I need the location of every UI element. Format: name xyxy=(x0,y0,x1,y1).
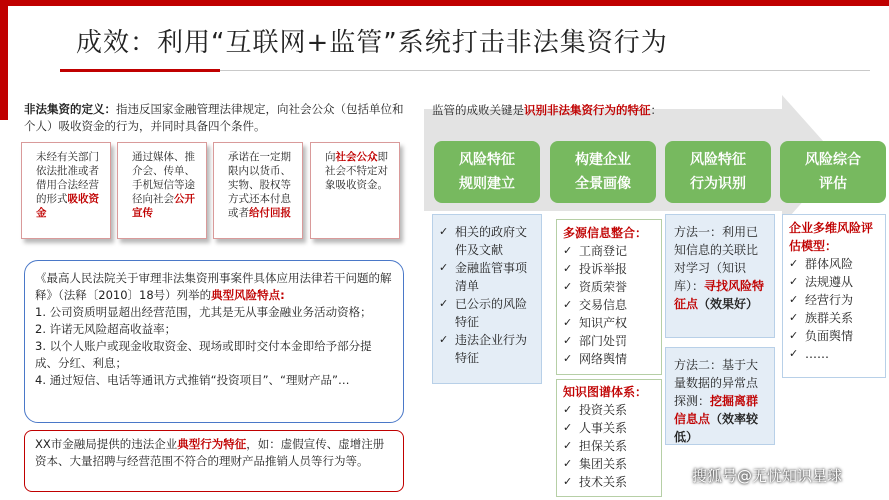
definition-text xyxy=(24,101,409,135)
risk-model-panel xyxy=(782,214,886,378)
condition-card-1 xyxy=(21,142,111,239)
list-item: ✓ 交易信息 xyxy=(563,296,657,314)
title-divider-accent xyxy=(60,69,220,72)
case-text: XX市金融局提供的违法企业 xyxy=(35,437,178,451)
list-item: ✓ 部门处罚 xyxy=(563,332,657,350)
multi-source-list xyxy=(563,242,657,368)
key-intro-highlight: 识别非法集资行为的特征 xyxy=(524,103,651,117)
key-intro-post: ： xyxy=(650,103,662,117)
feature-step-line1: 构建企业 xyxy=(575,152,631,168)
feature-step-line1: 风险特征 xyxy=(459,152,515,168)
list-item: ✓ 违法企业行为特征 xyxy=(439,331,537,367)
left-accent-strip xyxy=(0,0,8,120)
knowledge-graph-list xyxy=(563,401,657,491)
feature-step-line2: 评估 xyxy=(819,176,847,192)
list-item: ✓ 群体风险 xyxy=(789,255,883,273)
case-text-post: ，如：虚假宣传、虚增注册资本、大量招聘与经营范围不符合的理财产品推销人员等行为等。 xyxy=(35,437,385,468)
list-item: ✓ 投诉举报 xyxy=(563,260,657,278)
condition-text: 向 xyxy=(325,151,336,163)
key-intro-text: 监管的成败关键是 xyxy=(432,103,524,117)
condition-highlight: 社会公众 xyxy=(335,151,378,163)
list-item: ✓ 相关的政府文件及文献 xyxy=(439,223,537,259)
rule-sources-panel xyxy=(432,214,542,384)
condition-text: 承诺在一定期限内以货币、实物、股权等方式还本付息或者 xyxy=(228,151,291,219)
list-item: ✓ 族群关系 xyxy=(789,309,883,327)
watermark-text: 搜狐号@无忧知识星球 xyxy=(692,467,843,485)
court-intro-highlight: 典型风险特点: xyxy=(211,288,285,302)
method-one-note: （效果好） xyxy=(698,297,759,311)
court-item-1: 1. 公司资质明显超出经营范围，尤其是无从事金融业务活动资格； xyxy=(35,305,372,319)
page-title: 成效：利用“互联网+监管”系统打击非法集资行为 xyxy=(76,28,668,58)
feature-step-line2: 行为识别 xyxy=(690,176,746,192)
list-item: ✓ 集团关系 xyxy=(563,455,657,473)
list-item: ✓ 技术关系 xyxy=(563,473,657,491)
condition-highlight: 公开宣传 xyxy=(132,193,195,219)
condition-card-3 xyxy=(213,142,303,239)
top-accent-bar xyxy=(0,0,889,6)
key-intro xyxy=(432,102,662,118)
list-item: ✓ 投资关系 xyxy=(563,401,657,419)
risk-model-heading: 企业多维风险评估模型： xyxy=(789,221,874,253)
condition-highlight: 吸收资金 xyxy=(36,193,99,219)
rule-sources-list xyxy=(439,223,537,367)
feature-step-line1: 风险特征 xyxy=(690,152,746,168)
list-item: ✓ 法规遵从 xyxy=(789,273,883,291)
list-item: ✓ 金融监管事项清单 xyxy=(439,259,537,295)
method-two-highlight: 挖掘离群信息点 xyxy=(674,394,759,426)
list-item: ✓ …… xyxy=(789,345,883,363)
list-item: ✓ 网络舆情 xyxy=(563,350,657,368)
condition-highlight: 给付回报 xyxy=(249,207,291,219)
condition-text-post: 即社会不特定对象吸收资金。 xyxy=(325,151,388,191)
multi-source-panel xyxy=(556,219,662,375)
definition-body: 指违反国家金融管理法律规定，向社会公众（包括单位和个人）吸收资金的行为，并同时具备四个条件。 xyxy=(24,102,404,133)
feature-step-2 xyxy=(550,141,656,203)
method-one-text: 方法一：利用已知信息的关联比对学习（知识库）： xyxy=(674,225,759,293)
feature-step-1 xyxy=(434,141,540,203)
method-one-highlight: 寻找风险特征点 xyxy=(674,279,765,311)
feature-step-line2: 全景画像 xyxy=(575,176,631,192)
list-item: ✓ 知识产权 xyxy=(563,314,657,332)
condition-text: 通过媒体、推介会、传单、手机短信等途径向社会 xyxy=(132,151,195,205)
court-item-3: 3. 以个人账户或现金收取资金、现场或即时交付本金即给予部分提成、分红、利息； xyxy=(35,339,372,370)
condition-card-4 xyxy=(310,142,400,239)
court-intro-text: 《最高人民法院关于审理非法集资刑事案件具体应用法律若干问题的解释》（法释〔2010〕18号）列举的 xyxy=(35,271,392,302)
court-interpretation-box xyxy=(24,260,404,423)
feature-step-4 xyxy=(780,141,886,203)
feature-step-3 xyxy=(665,141,771,203)
feature-step-line2: 规则建立 xyxy=(459,176,515,192)
list-item: ✓ 负面舆情 xyxy=(789,327,883,345)
condition-text: 未经有关部门依法批准或者借用合法经营的形式 xyxy=(36,151,99,205)
case-behavior-box xyxy=(24,430,404,492)
list-item: ✓ 人事关系 xyxy=(563,419,657,437)
feature-step-line1: 风险综合 xyxy=(805,152,861,168)
court-item-2: 2. 许诺无风险超高收益率； xyxy=(35,322,177,336)
risk-model-list xyxy=(789,255,883,363)
list-item: ✓ 担保关系 xyxy=(563,437,657,455)
list-item: ✓ 资质荣誉 xyxy=(563,278,657,296)
method-two-text: 方法二：基于大量数据的异常点探测： xyxy=(674,358,759,408)
list-item: ✓ 已公示的风险特征 xyxy=(439,295,537,331)
court-item-4: 4. 通过短信、电话等通讯方式推销“投资项目”、“理财产品”… xyxy=(35,373,350,387)
list-item: ✓ 工商登记 xyxy=(563,242,657,260)
method-one-panel xyxy=(665,214,775,338)
list-item: ✓ 经营行为 xyxy=(789,291,883,309)
condition-card-2 xyxy=(117,142,207,239)
court-intro xyxy=(35,270,393,304)
case-highlight: 典型行为特征 xyxy=(177,437,247,451)
knowledge-graph-panel xyxy=(556,379,662,497)
method-two-note: （效率较低） xyxy=(674,412,759,444)
method-two-panel xyxy=(665,347,775,445)
definition-label: 非法集资的定义： xyxy=(24,102,116,116)
multi-source-heading: 多源信息整合： xyxy=(563,226,648,240)
knowledge-graph-heading: 知识图谱体系： xyxy=(563,385,648,399)
